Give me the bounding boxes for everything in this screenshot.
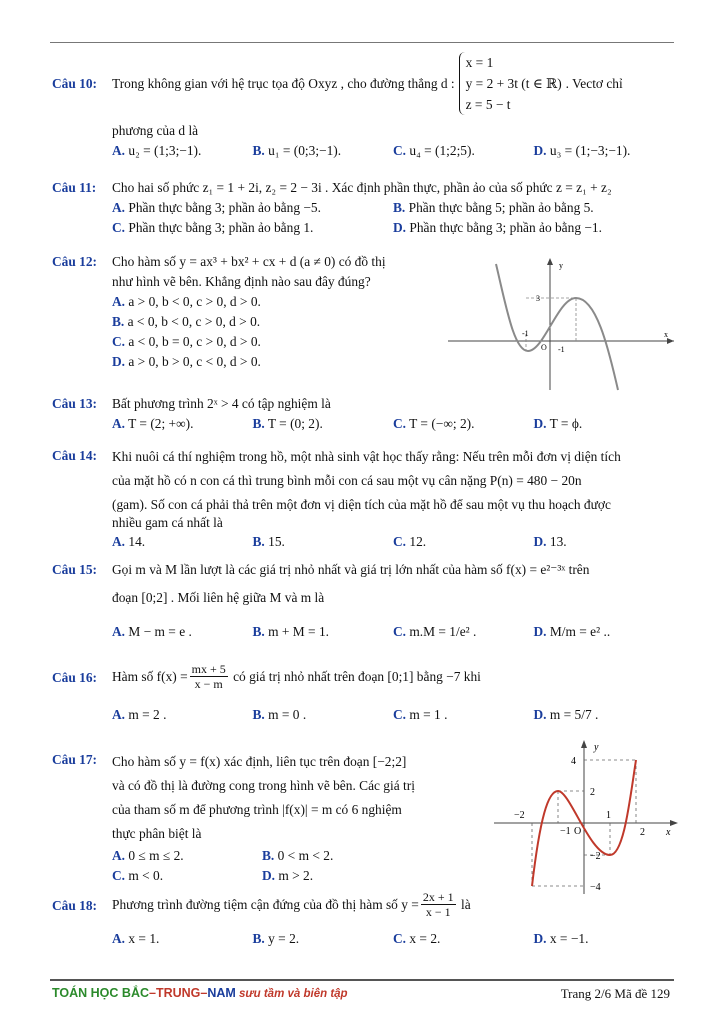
question-text: Bất phương trình 2ˣ > 4 có tập nghiệm là [112,396,331,411]
question-10 [52,52,674,161]
option-d[interactable]: D. Phần thực bằng 3; phần ảo bằng −1. [393,220,602,235]
brand-part: TOÁN HỌC [52,986,122,1000]
question-18 [52,890,674,949]
options [112,622,674,642]
origin-label: O [574,826,582,837]
question-text: phương của d là [112,123,199,138]
brand-part: BẮC [121,986,150,1000]
tick-label: −4 [590,882,601,893]
option-c[interactable]: C. m.M = 1/e² . [393,624,477,639]
tick-label: 1 [606,810,611,821]
option-a[interactable]: A. a > 0, b < 0, c > 0, d > 0. [112,294,261,309]
option-c[interactable]: C. u₄ = (1;2;5). [393,143,475,158]
question-label: Câu 10: [52,76,98,91]
cubic-graph [448,256,674,392]
system-line: x = 1 [465,55,494,70]
options [112,141,674,161]
brand-tagline: sưu tầm và biên tập [235,988,348,1000]
question-text: Gọi m và M lần lượt là các giá trị nhỏ nhất và giá trị lớn nhất của hàm số f(x) = e²⁻³ˣ trên [112,562,590,577]
y-arrow-icon [547,258,553,265]
option-a[interactable]: A. T = (2; +∞). [112,416,194,431]
question-label: Câu 14: [52,448,98,463]
numerator: mx + 5 [191,662,226,676]
question-text: Khi nuôi cá thí nghiệm trong hồ, một nhà sinh vật học thấy rằng: Nếu trên mỗi đơn vị diện tích [112,449,621,464]
question-text: Cho hai số phức z₁ = 1 + 2i, z₂ = 2 − 3i . Xác định phần thực, phần ảo của số phức z = z₁ + z₂ [112,180,612,195]
option-b[interactable]: B. m + M = 1. [252,624,329,639]
system-line: y = 2 + 3t (t ∈ ℝ) [465,76,562,91]
y-axis-label: y [594,742,599,753]
denominator: x − 1 [425,905,451,919]
question-text: (gam). Số con cá phải thả trên một đơn vị diện tích của mặt hồ để sau một vụ thu hoạch được [112,497,611,512]
question-text: của mặt hồ có n con cá thì trung bình mỗi con cá sau một vụ cân nặng P(n) = 480 − 20n [112,473,582,488]
options [112,198,674,238]
question-text: . Vectơ chỉ [565,75,623,91]
option-c[interactable]: C. 12. [393,534,427,549]
option-c[interactable]: C. m < 0. [112,868,164,883]
question-label: Câu 12: [52,254,98,269]
tick-label: −1 [560,826,571,837]
question-text: thực phân biệt là [112,826,202,841]
option-a[interactable]: A. m = 2 . [112,707,167,722]
option-a[interactable]: A. Phần thực bằng 3; phần ảo bằng −5. [112,200,321,215]
option-c[interactable]: C. Phần thực bằng 3; phần ảo bằng 1. [112,220,314,235]
tick-label: -1 [558,345,565,354]
question-text: như hình vẽ bên. Khẳng định nào sau đây đúng? [112,274,371,289]
option-c[interactable]: C. x = 2. [393,931,441,946]
question-text: Trong không gian với hệ trục tọa độ Oxyz , cho đường thẳng d : [112,75,455,91]
tick-label: −2 [514,810,525,821]
question-14 [52,446,674,552]
y-arrow-icon [581,740,587,748]
option-d[interactable]: D. m = 5/7 . [533,707,599,722]
top-rule [50,42,674,43]
function-graph [494,738,680,896]
footer-brand [52,986,348,1000]
tick-label: 4 [571,756,576,767]
option-d[interactable]: D. u₃ = (1;−3;−1). [533,143,631,158]
option-b[interactable]: B. T = (0; 2). [252,416,323,431]
option-c[interactable]: C. m = 1 . [393,707,448,722]
question-text: Cho hàm số y = f(x) xác định, liên tục trên đoạn [−2;2] [112,754,407,769]
option-a[interactable]: A. M − m = e . [112,624,192,639]
question-text: là [460,896,471,912]
option-d[interactable]: D. 13. [533,534,567,549]
options [112,846,412,886]
question-label: Câu 17: [52,752,98,767]
brand-part: NAM [207,986,236,1000]
origin-label: O [541,343,547,352]
option-a[interactable]: A. 14. [112,534,146,549]
y-axis-label: y [559,261,563,270]
question-text: và có đồ thị là đường cong trong hình vẽ bên. Các giá trị [112,778,415,793]
option-b[interactable]: B. a < 0, b < 0, c > 0, d > 0. [112,314,261,329]
brand-part: –TRUNG– [149,986,208,1000]
question-text: Hàm số [112,668,154,684]
question-15 [52,560,674,642]
question-label: Câu 16: [52,670,98,685]
question-13 [52,394,674,434]
x-axis-label: x [666,827,671,838]
question-label: Câu 18: [52,898,98,913]
function-name: y = [401,896,419,912]
option-b[interactable]: B. 15. [252,534,285,549]
option-d[interactable]: D. T = ϕ. [533,416,583,431]
question-text: của tham số m để phương trình |f(x)| = m có 6 nghiệm [112,802,402,817]
option-b[interactable]: B. m = 0 . [252,707,307,722]
options [112,531,674,552]
options [112,705,674,725]
option-c[interactable]: C. a < 0, b = 0, c > 0, d > 0. [112,334,261,349]
option-b[interactable]: B. Phần thực bằng 5; phần ảo bằng 5. [393,200,594,215]
question-label: Câu 13: [52,396,98,411]
option-a[interactable]: A. u₂ = (1;3;−1). [112,143,202,158]
option-a[interactable]: A. 0 ≤ m ≤ 2. [112,848,184,863]
denominator: x − m [194,677,223,691]
options [112,414,674,434]
page-number: Trang 2/6 Mã đề 129 [560,986,670,1001]
option-d[interactable]: D. M/m = e² .. [533,624,611,639]
equation-system [459,52,562,115]
cubic-curve [496,264,618,390]
tick-label: -1 [522,329,529,338]
tick-label: 2 [640,827,645,838]
system-line: z = 5 − t [465,97,511,112]
tick-label: −2 [590,851,601,862]
question-text: có giá trị nhỏ nhất trên đoạn [0;1] bằng −7 khi [233,668,481,684]
option-d[interactable]: D. x = −1. [533,931,589,946]
fraction [190,662,228,691]
question-text: đoạn [0;2] . Mối liên hệ giữa M và m là [112,590,325,605]
question-text: Phương trình đường tiệm cận đứng của đồ thị hàm số [112,896,398,912]
fraction [421,890,456,919]
question-text: nhiều gam cá nhất là [112,515,223,530]
options [112,929,674,949]
tick-label: 3 [536,294,540,303]
tick-label: 2 [590,787,595,798]
option-b[interactable]: B. 0 < m < 2. [262,848,334,863]
numerator: 2x + 1 [422,890,454,904]
x-arrow-icon [667,338,674,344]
function-name: f(x) = [156,668,188,684]
question-label: Câu 11: [52,180,97,195]
question-16 [52,662,674,725]
question-label: Câu 15: [52,562,98,577]
option-a[interactable]: A. x = 1. [112,931,160,946]
option-b[interactable]: B. y = 2. [252,931,300,946]
question-text: Cho hàm số y = ax³ + bx² + cx + d (a ≠ 0) có đồ thị [112,254,386,269]
option-c[interactable]: C. T = (−∞; 2). [393,416,475,431]
x-arrow-icon [670,820,678,826]
option-b[interactable]: B. u₁ = (0;3;−1). [252,143,342,158]
x-axis-label: x [664,330,668,339]
footer-rule [50,979,674,981]
option-d[interactable]: D. a > 0, b > 0, c < 0, d > 0. [112,354,261,369]
question-11 [52,178,674,238]
option-d[interactable]: D. m > 2. [262,868,314,883]
